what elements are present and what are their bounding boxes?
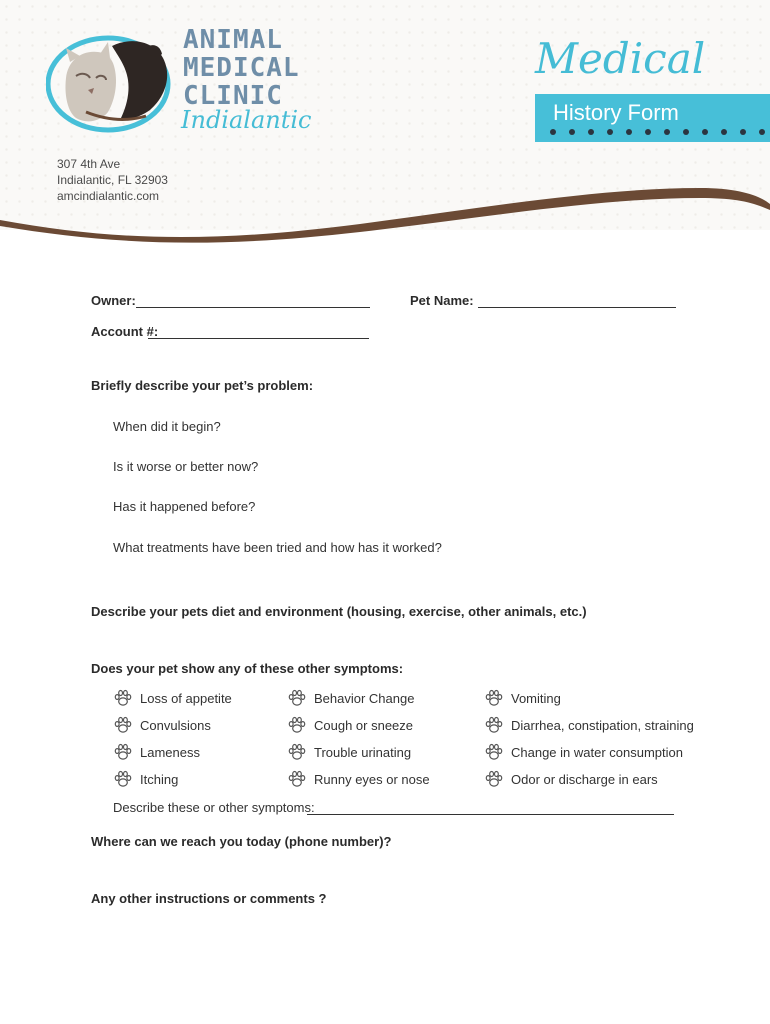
symptom-trouble-urinating[interactable] (287, 742, 411, 762)
comments-heading: Any other instructions or comments ? (91, 891, 327, 906)
paw-print-icon (287, 742, 307, 762)
account-number-field[interactable] (148, 338, 369, 339)
clinic-logo (46, 28, 176, 138)
address-website: amcindialantic.com (57, 189, 160, 203)
owner-field[interactable] (136, 307, 370, 308)
symptom-label: Runny eyes or nose (314, 771, 430, 787)
symptom-label: Trouble urinating (314, 744, 412, 760)
contact-heading: Where can we reach you today (phone number)? (91, 834, 392, 849)
clinic-name-line-1: ANIMAL (183, 25, 283, 55)
address-street: 307 4th Ave (57, 157, 121, 171)
paw-print-icon (287, 769, 307, 789)
symptoms-heading: Does your pet show any of these other symptoms: (91, 661, 404, 676)
problem-heading: Briefly describe your pet’s problem: (91, 378, 314, 393)
form-subtitle: History Form (553, 100, 679, 125)
clinic-name (183, 26, 300, 110)
paw-print-icon (484, 769, 504, 789)
symptom-lameness[interactable] (113, 742, 200, 762)
symptom-label: Diarrhea, constipation, straining (511, 717, 694, 733)
symptom-label: Itching (140, 771, 179, 787)
paw-print-icon (484, 715, 504, 735)
paw-print-icon (113, 715, 133, 735)
symptom-diarrhea-constipation[interactable] (484, 715, 694, 735)
symptom-label: Cough or sneeze (314, 717, 414, 733)
paw-print-icon (484, 688, 504, 708)
symptom-itching[interactable] (113, 769, 178, 789)
symptom-water-consumption[interactable] (484, 742, 683, 762)
cat-dog-logo-icon (46, 28, 176, 138)
symptom-convulsions[interactable] (113, 715, 211, 735)
address-city: Indialantic, FL 32903 (57, 173, 168, 187)
question-happened-before: Has it happened before? (113, 499, 256, 514)
decorative-dots (549, 127, 769, 137)
form-title: Medical (535, 34, 706, 83)
symptom-behavior-change[interactable] (287, 688, 414, 708)
clinic-name-line-2: MEDICAL (183, 53, 300, 83)
owner-label: Owner: (91, 293, 136, 308)
question-treatments: What treatments have been tried and how has it worked? (113, 540, 442, 555)
symptom-label: Lameness (140, 744, 200, 760)
symptom-label: Loss of appetite (140, 690, 232, 706)
paw-print-icon (484, 742, 504, 762)
paw-print-icon (287, 715, 307, 735)
question-began: When did it begin? (113, 419, 221, 434)
other-symptoms-field[interactable] (307, 814, 674, 815)
symptom-ear-discharge[interactable] (484, 769, 658, 789)
symptom-vomiting[interactable] (484, 688, 561, 708)
symptom-label: Convulsions (140, 717, 211, 733)
symptom-label: Behavior Change (314, 690, 415, 706)
symptom-cough-sneeze[interactable] (287, 715, 413, 735)
question-worse-better: Is it worse or better now? (113, 459, 259, 474)
symptom-label: Vomiting (511, 690, 561, 706)
other-symptoms-label: Describe these or other symptoms: (113, 800, 315, 815)
symptom-runny-eyes-nose[interactable] (287, 769, 430, 789)
paw-print-icon (113, 742, 133, 762)
pet-name-field[interactable] (478, 307, 676, 308)
clinic-name-line-3: CLINIC (183, 81, 283, 111)
symptom-loss-of-appetite[interactable] (113, 688, 232, 708)
symptom-label: Change in water consumption (511, 744, 683, 760)
account-label: Account #: (91, 324, 159, 339)
diet-heading: Describe your pets diet and environment (housing, exercise, other animals, etc.) (91, 604, 587, 619)
form-subtitle-banner (535, 94, 770, 142)
paw-print-icon (113, 688, 133, 708)
clinic-address (57, 156, 168, 204)
paw-print-icon (287, 688, 307, 708)
symptom-label: Odor or discharge in ears (511, 771, 658, 787)
paw-print-icon (113, 769, 133, 789)
clinic-location-script: Indialantic (181, 106, 312, 134)
pet-name-label: Pet Name: (410, 293, 474, 308)
